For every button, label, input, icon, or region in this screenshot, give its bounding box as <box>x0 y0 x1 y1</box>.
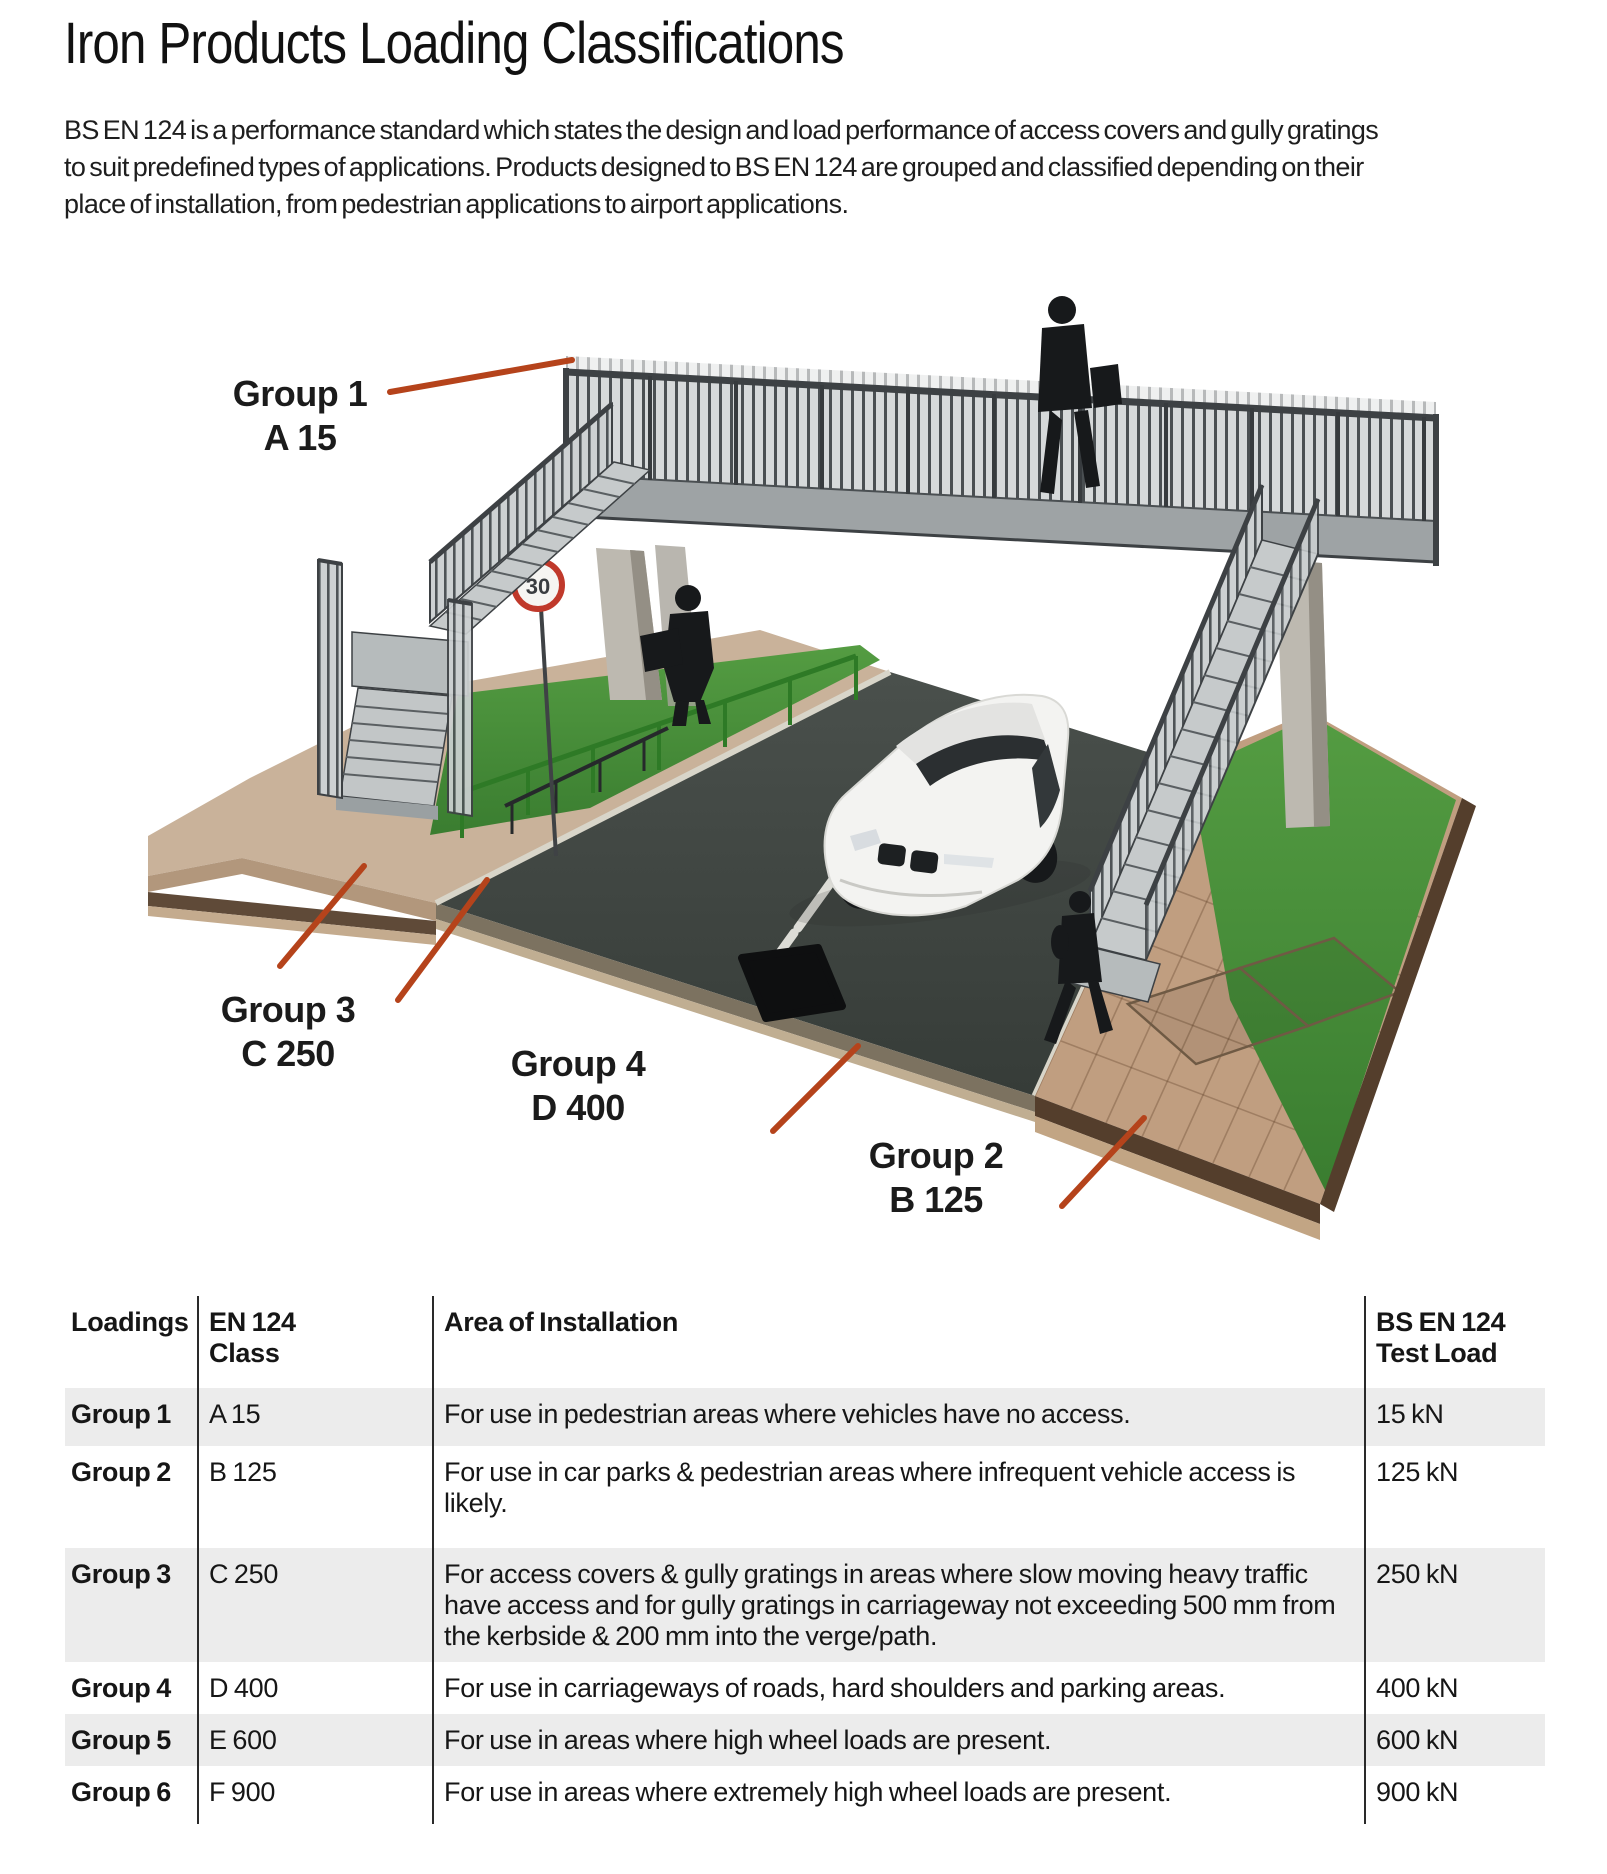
label-group2 <box>824 1134 1048 1222</box>
label-group4 <box>466 1042 690 1130</box>
table-row <box>65 1446 1545 1548</box>
table-row <box>65 1766 1545 1824</box>
header-test-load-line1: BS EN 124 <box>1376 1307 1506 1337</box>
cell-area: For use in areas where high wheel loads are present. <box>432 1714 1364 1766</box>
label-group1-name: Group 1 <box>232 373 368 414</box>
cell-area: For use in carriageways of roads, hard shoulders and parking areas. <box>432 1662 1364 1714</box>
cell-group: Group 3 <box>71 1559 171 1589</box>
label-group1-class: A 15 <box>263 417 337 458</box>
header-test-load <box>1364 1296 1545 1388</box>
label-group2-class: B 125 <box>889 1179 983 1220</box>
cell-area: For use in pedestrian areas where vehicles have no access. <box>432 1388 1364 1446</box>
table-row <box>65 1388 1545 1446</box>
cell-class: D 400 <box>197 1662 432 1714</box>
cell-load: 250 kN <box>1364 1548 1545 1662</box>
cell-load: 125 kN <box>1364 1446 1545 1548</box>
table-row <box>65 1662 1545 1714</box>
header-en124-class <box>197 1296 432 1388</box>
cell-group: Group 2 <box>71 1457 171 1487</box>
loading-classification-table <box>65 1296 1545 1824</box>
intro-paragraph: BS EN 124 is a performance standard which states the design and load performance of access covers and gully gratings to suit predefined types of applications. Products designed to BS EN 124 are grouped and classified depending on their place of installation, from pedestrian applications to airport applications. <box>64 115 1379 219</box>
header-en124-line1: EN 124 <box>209 1307 296 1337</box>
cell-group: Group 6 <box>71 1777 171 1807</box>
header-test-load-line2: Test Load <box>1376 1338 1498 1368</box>
cell-class: E 600 <box>197 1714 432 1766</box>
cell-group: Group 1 <box>71 1399 171 1429</box>
cell-class: F 900 <box>197 1766 432 1824</box>
label-group3-name: Group 3 <box>220 989 356 1030</box>
table-row <box>65 1714 1545 1766</box>
cell-class: C 250 <box>197 1548 432 1662</box>
header-area-of-installation: Area of Installation <box>432 1296 1364 1388</box>
page-title: Iron Products Loading Classifications <box>64 11 844 76</box>
cell-class: B 125 <box>197 1446 432 1548</box>
cell-class: A 15 <box>197 1388 432 1446</box>
speed-sign-text: 30 <box>525 574 551 599</box>
leader-line-group2-left <box>773 1046 858 1131</box>
leader-line-group1 <box>390 360 572 392</box>
table-row <box>65 1548 1545 1662</box>
header-en124-line2: Class <box>209 1338 280 1368</box>
cell-load: 15 kN <box>1364 1388 1545 1446</box>
cell-group: Group 4 <box>71 1673 171 1703</box>
label-group4-name: Group 4 <box>510 1043 646 1084</box>
label-group3-class: C 250 <box>241 1033 335 1074</box>
cell-area: For access covers & gully gratings in areas where slow moving heavy traffic have access and for gully gratings in carriageway not exceeding 500 mm from the kerbside & 200 mm into the verge/path. <box>432 1548 1364 1662</box>
table-header-row <box>65 1296 1545 1388</box>
cell-load: 900 kN <box>1364 1766 1545 1824</box>
cell-group: Group 5 <box>71 1725 171 1755</box>
label-group4-class: D 400 <box>531 1087 625 1128</box>
header-loadings: Loadings <box>71 1307 189 1337</box>
cell-load: 400 kN <box>1364 1662 1545 1714</box>
label-group1 <box>188 372 412 460</box>
cell-area: For use in areas where extremely high wheel loads are present. <box>432 1766 1364 1824</box>
cell-load: 600 kN <box>1364 1714 1545 1766</box>
label-group2-name: Group 2 <box>868 1135 1004 1176</box>
label-group3 <box>176 988 400 1076</box>
cell-area: For use in car parks & pedestrian areas where infrequent vehicle access is likely. <box>432 1446 1364 1548</box>
